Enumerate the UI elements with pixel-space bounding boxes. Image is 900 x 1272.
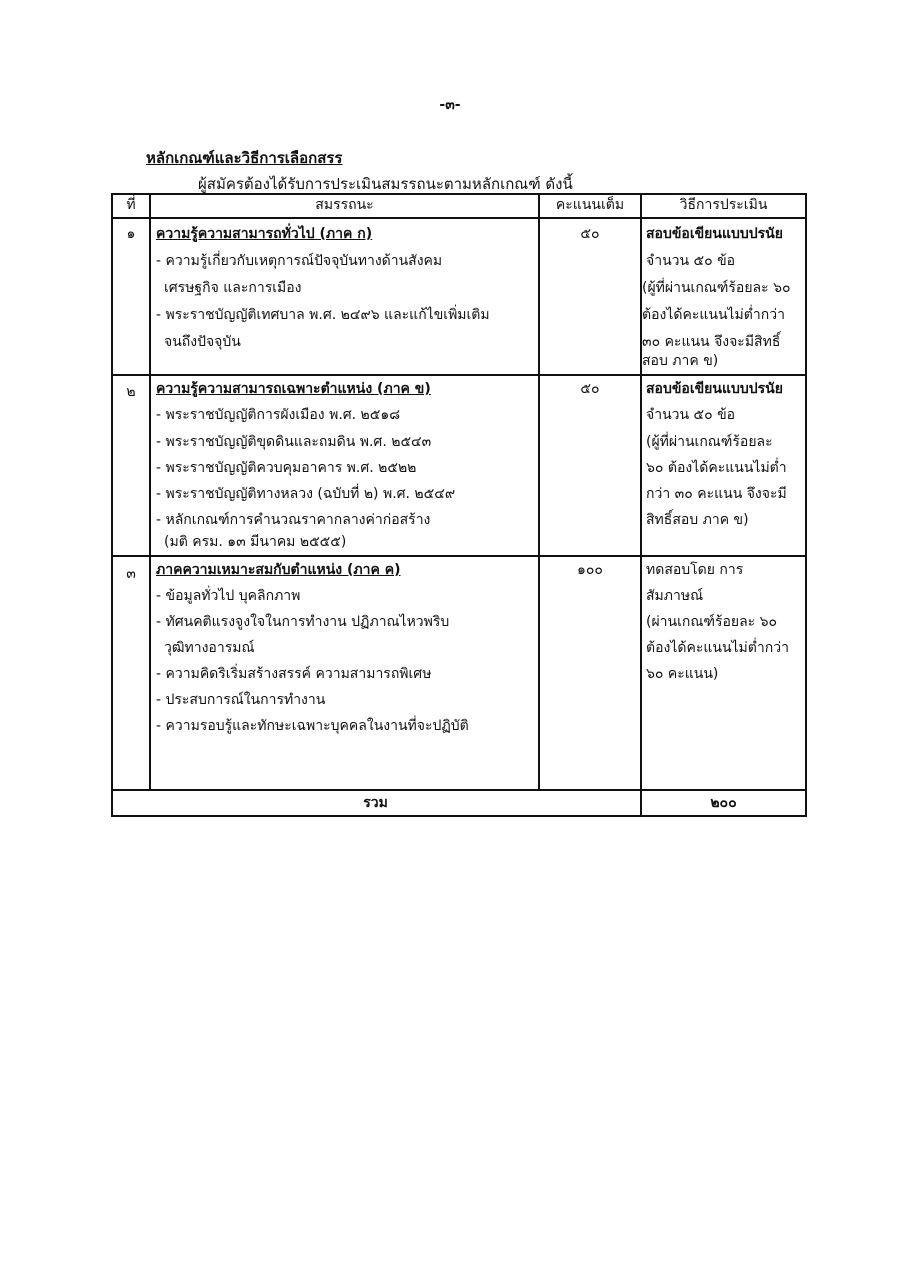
- row-2-title: ความรู้ความสามารถเฉพาะตำแหน่ง (ภาค ข): [156, 381, 431, 397]
- row-2-method-line-5: สิทธิ์สอบ ภาค ข): [646, 512, 749, 528]
- row-2-method-line-4: กว่า ๓๐ คะแนน จึงจะมี: [646, 486, 787, 502]
- row-2-item-6: (มติ ครม. ๑๓ มีนาคม ๒๕๕๕): [164, 534, 347, 550]
- col-divider-no: [149, 193, 151, 791]
- row-3-method-line-5: ๖๐ คะแนน): [646, 666, 719, 682]
- header-no: ที่: [126, 197, 136, 213]
- page-number: -๓-: [439, 97, 461, 113]
- row-2-item-4: - พระราชบัญญัติทางหลวง (ฉบับที่ ๒) พ.ศ. ๒๕๔๙: [156, 486, 456, 502]
- row-3-method-line-4: ต้องได้คะแนนไม่ต่ำกว่า: [646, 640, 789, 656]
- row-2-method-line-2: (ผู้ที่ผ่านเกณฑ์ร้อยละ: [646, 434, 773, 450]
- row-2-score: ๕๐: [580, 381, 600, 397]
- header-full-score: คะแนนเต็ม: [555, 197, 625, 213]
- row-1-score: ๕๐: [580, 226, 600, 242]
- row-3-item-6: - ความรอบรู้และทักษะเฉพาะบุคคลในงานที่จะปฏิบัติ: [156, 718, 469, 734]
- row-2-item-2: - พระราชบัญญัติขุดดินและถมดิน พ.ศ. ๒๕๔๓: [156, 434, 432, 450]
- row-2-item-5: - หลักเกณฑ์การคำนวณราคากลางค่าก่อสร้าง: [156, 512, 431, 528]
- row-3-title: ภาคความเหมาะสมกับตำแหน่ง (ภาค ค): [156, 562, 401, 578]
- total-score: ๒๐๐: [710, 795, 737, 811]
- table-border-right: [805, 193, 807, 817]
- row-1-no: ๑: [126, 226, 136, 242]
- row-1-method-title: สอบข้อเขียนแบบปรนัย: [646, 226, 783, 242]
- table-border-left: [111, 193, 113, 817]
- row-1-method-line-3: ต้องได้คะแนนไม่ต่ำกว่า: [642, 307, 785, 323]
- row-1-item-1: - ความรู้เกี่ยวกับเหตุการณ์ปัจจุบันทางด้านสังคม: [156, 253, 443, 269]
- row-1-method-line-5: สอบ ภาค ข): [642, 353, 719, 369]
- row-3-no: ๓: [126, 566, 136, 582]
- intro-text: ผู้สมัครต้องได้รับการประเมินสมรรถนะตามหลักเกณฑ์ ดังนี้: [198, 175, 573, 193]
- row-2-method-title: สอบข้อเขียนแบบปรนัย: [646, 381, 783, 397]
- row-2-method-line-1: จำนวน ๕๐ ข้อ: [646, 407, 736, 423]
- row-1-item-2: เศรษฐกิจ และการเมือง: [164, 280, 302, 296]
- header-competency: สมรรถนะ: [315, 197, 374, 213]
- row-3-item-2: - ทัศนคติแรงจูงใจในการทำงาน ปฏิภาณไหวพริบ: [156, 614, 450, 630]
- row-3-item-3: วุฒิทางอารมณ์: [164, 640, 255, 656]
- row-2-no: ๒: [126, 384, 136, 400]
- assessment-table: [111, 193, 807, 817]
- table-border-bottom: [111, 815, 807, 817]
- row-1-item-4: จนถึงปัจจุบัน: [164, 334, 241, 350]
- row-1-method-line-1: จำนวน ๕๐ ข้อ: [646, 253, 736, 269]
- row-3-score: ๑๐๐: [577, 562, 603, 578]
- row-3-item-5: - ประสบการณ์ในการทำงาน: [156, 692, 326, 708]
- row-3-method-line-2: สัมภาษณ์: [646, 588, 704, 604]
- total-label: รวม: [363, 795, 388, 811]
- section-heading: หลักเกณฑ์และวิธีการเลือกสรร: [146, 149, 343, 167]
- row-1-method-line-4: ๓๐ คะแนน จึงจะมีสิทธิ์: [642, 334, 781, 350]
- row-1-title: ความรู้ความสามารถทั่วไป (ภาค ก): [156, 226, 373, 242]
- row-2-item-1: - พระราชบัญญัติการผังเมือง พ.ศ. ๒๕๑๘: [156, 407, 401, 423]
- row-3-item-4: - ความคิดริเริ่มสร้างสรรค์ ความสามารถพิเศษ: [156, 666, 432, 682]
- row-3-item-1: - ข้อมูลทั่วไป บุคลิกภาพ: [156, 588, 301, 604]
- row-1-method-line-2: (ผู้ที่ผ่านเกณฑ์ร้อยละ ๖๐: [642, 280, 791, 296]
- row-2-item-3: - พระราชบัญญัติควบคุมอาคาร พ.ศ. ๒๕๒๒: [156, 460, 417, 476]
- row-2-method-line-3: ๖๐ ต้องได้คะแนนไม่ต่ำ: [646, 460, 787, 476]
- col-divider-score: [538, 193, 540, 791]
- row-3-method-line-1: ทดสอบโดย การ: [646, 562, 744, 578]
- row-1-item-3: - พระราชบัญญัติเทศบาล พ.ศ. ๒๔๙๖ และแก้ไขเพิ่มเติม: [156, 307, 490, 323]
- header-divider: [111, 217, 807, 219]
- header-method: วิธีการประเมิน: [679, 197, 768, 213]
- row-3-method-line-3: (ผ่านเกณฑ์ร้อยละ ๖๐: [646, 614, 778, 630]
